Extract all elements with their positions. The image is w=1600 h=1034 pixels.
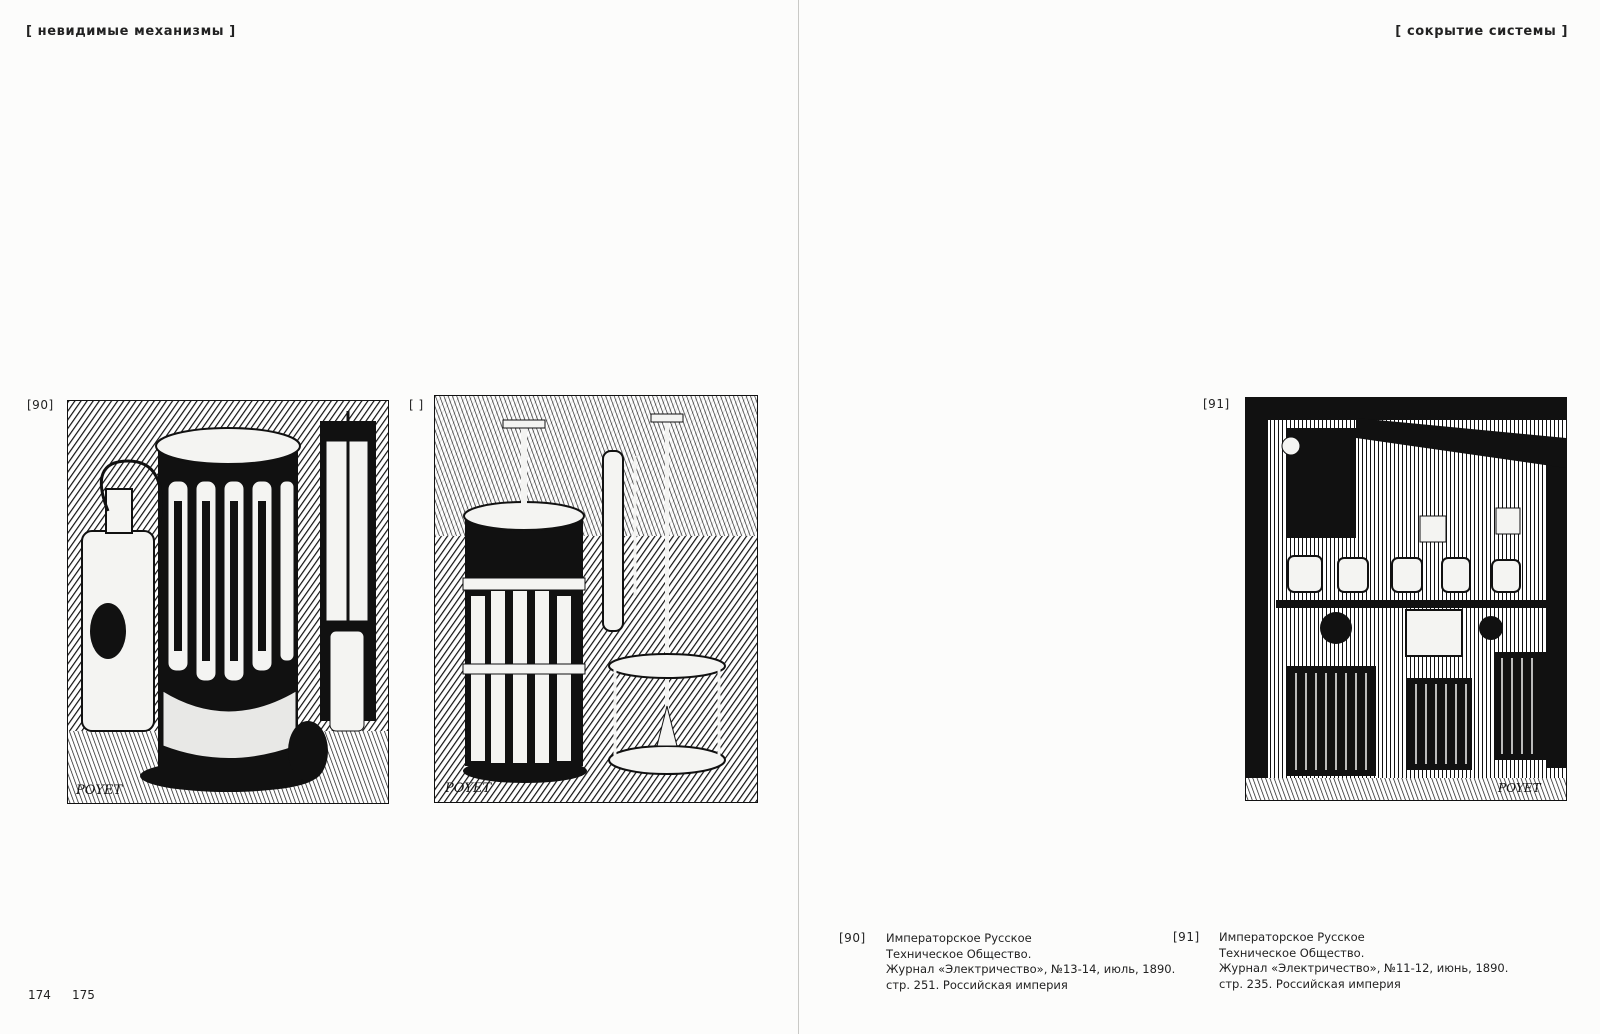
- caption-91-line: Журнал «Электричество», №11-12, июнь, 1890.: [1219, 961, 1509, 975]
- caption-91-line: Техническое Общество.: [1219, 945, 1365, 960]
- figure-91-label: [91]: [1203, 397, 1230, 411]
- running-head-right: [ сокрытие системы ]: [1395, 24, 1568, 39]
- caption-90-line: Императорское Русское: [886, 931, 1032, 945]
- figure-unnumbered-engraving: [434, 395, 758, 803]
- caption-91-line: Императорское Русское: [1219, 930, 1365, 944]
- caption-91: [1219, 930, 1508, 992]
- figure-91-engraving: [1245, 397, 1567, 801]
- caption-90-line: Техническое Общество.: [886, 946, 1032, 961]
- running-head-left: [ невидимые механизмы ]: [26, 24, 236, 39]
- page-gutter: [798, 0, 799, 1034]
- figure-90-engraving: [67, 400, 389, 804]
- battery-apparatus-illustration: [68, 401, 388, 803]
- caption-90-number: [90]: [839, 931, 866, 945]
- figure-blank-label: [ ]: [409, 398, 424, 412]
- figure-90-label: [90]: [27, 398, 54, 412]
- caption-90-line: стр. 251. Российская империя: [886, 977, 1068, 992]
- caption-90: [886, 931, 1175, 993]
- caption-90-line: Журнал «Электричество», №13-14, июль, 1890.: [886, 962, 1176, 976]
- caption-91-number: [91]: [1173, 930, 1200, 944]
- switchboard-cabinet-illustration: [1246, 398, 1566, 800]
- cell-stand-illustration: [435, 396, 757, 802]
- folio-left: 174: [28, 988, 51, 1002]
- caption-91-line: стр. 235. Российская империя: [1219, 976, 1401, 991]
- folio-right: 175: [72, 988, 95, 1002]
- figure-90-signature: POYET: [76, 783, 123, 798]
- figure-unnumbered-signature: POYET: [445, 781, 492, 796]
- figure-91-signature: POYET: [1498, 781, 1541, 795]
